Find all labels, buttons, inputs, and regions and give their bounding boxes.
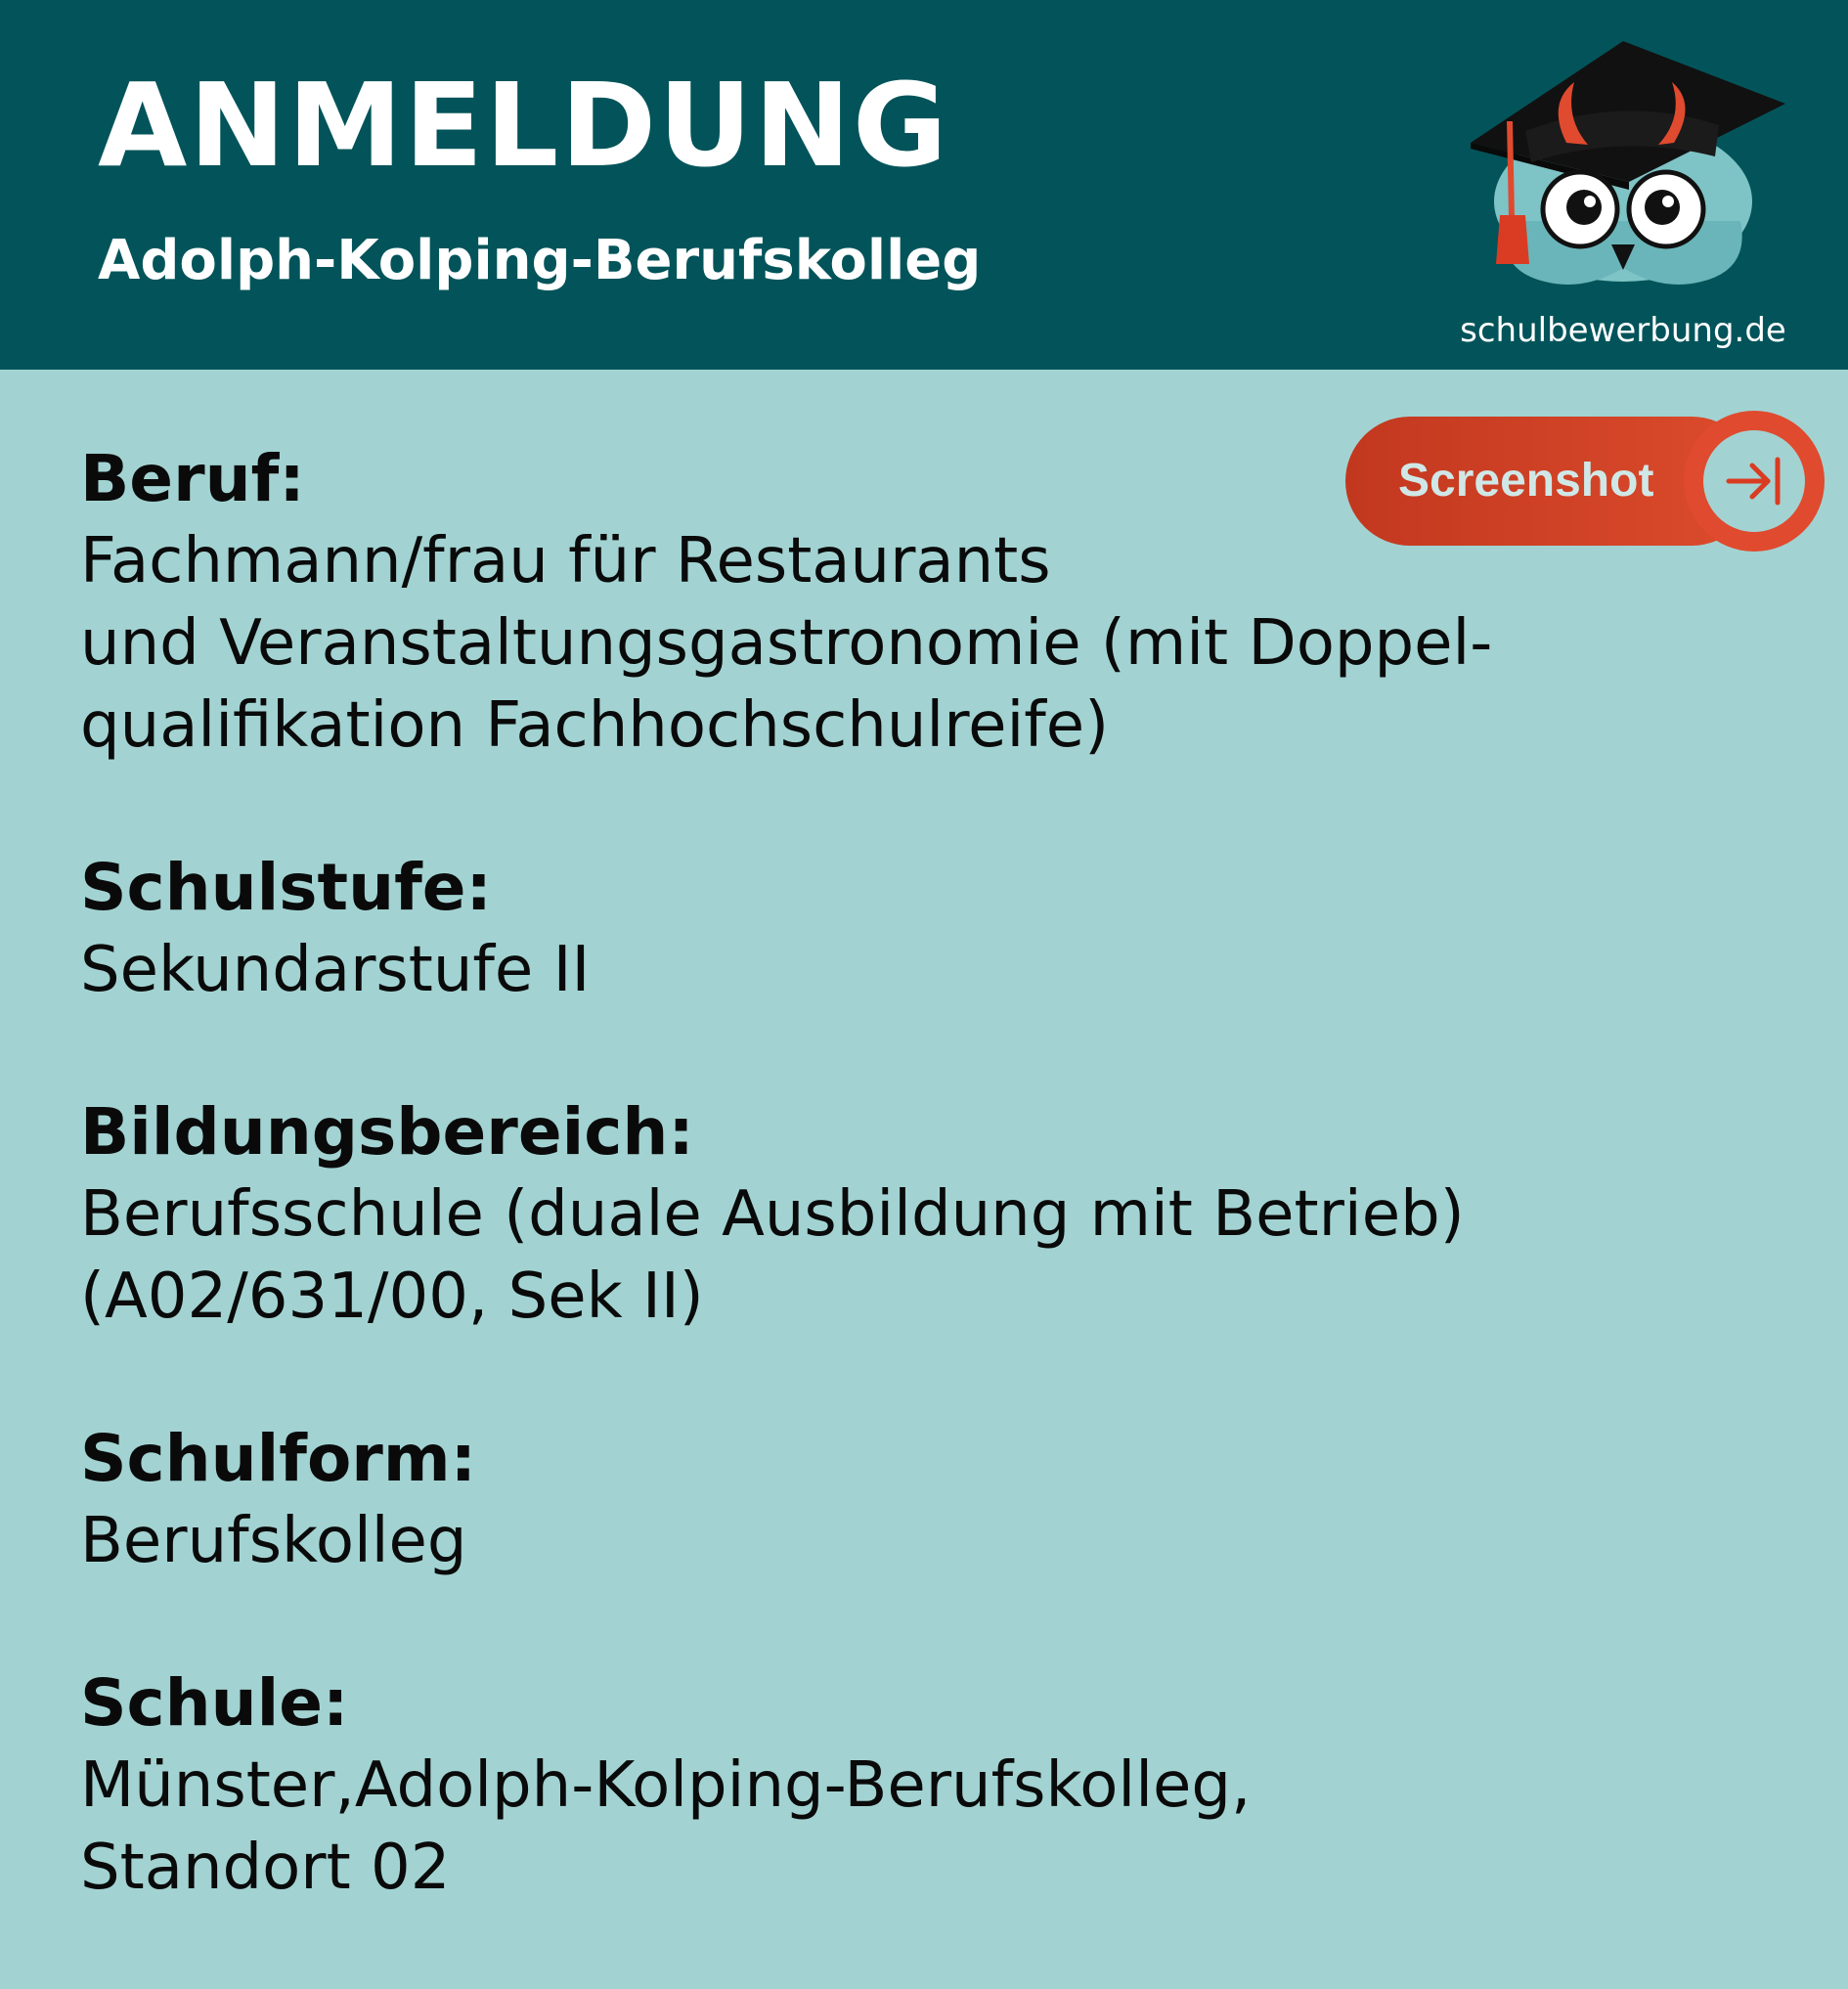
logo-website-text[interactable]: schulbewerbung.de [1460, 311, 1786, 350]
schule-value-line: Münster,Adolph-Kolping-Berufskolleg, [80, 1749, 1252, 1822]
schule-label: Schule: [80, 1665, 349, 1741]
field-schulstufe [80, 847, 1742, 1011]
screenshot-label: Screenshot [1398, 455, 1654, 507]
beruf-value-line: qualifikation Fachhochschulreife) [80, 689, 1110, 762]
schule-value-line: Standort 02 [80, 1832, 451, 1904]
school-name-subtitle: Adolph-Kolping-Berufskolleg [98, 229, 982, 292]
field-bildungsbereich [80, 1091, 1742, 1338]
field-schulform [80, 1418, 1742, 1582]
schulform-value: Berufskolleg [80, 1505, 467, 1577]
schulstufe-label: Schulstufe: [80, 850, 492, 925]
page-title: ANMELDUNG [98, 58, 949, 193]
field-schule [80, 1662, 1742, 1909]
schulstufe-value: Sekundarstufe II [80, 934, 591, 1006]
owl-graduation-cap-icon[interactable] [1457, 35, 1789, 299]
bildungsbereich-value-line: (A02/631/00, Sek II) [80, 1260, 704, 1333]
beruf-value-line: und Veranstaltungsgastronomie (mit Doppel- [80, 607, 1493, 680]
beruf-value-line: Fachmann/frau für Restaurants [80, 525, 1051, 597]
bildungsbereich-value-line: Berufsschule (duale Ausbildung mit Betrieb) [80, 1178, 1465, 1251]
beruf-label: Beruf: [80, 441, 305, 516]
schulform-label: Schulform: [80, 1421, 477, 1496]
bildungsbereich-label: Bildungsbereich: [80, 1094, 694, 1170]
header-banner [0, 0, 1848, 370]
registration-details [80, 438, 1742, 1989]
field-beruf [80, 438, 1742, 767]
